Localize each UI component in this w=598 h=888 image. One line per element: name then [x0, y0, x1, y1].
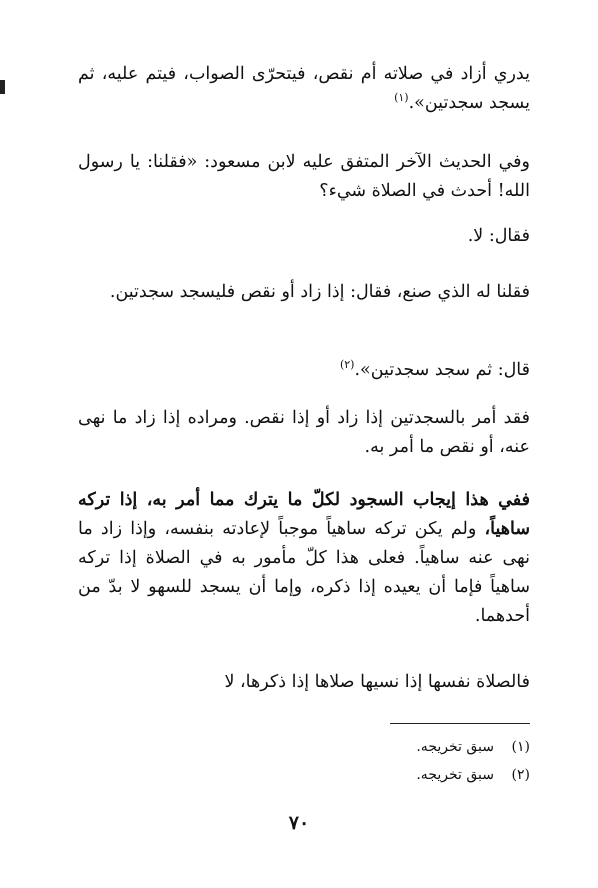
paragraph-7-bold-text: ففي هذا إيجاب السجود لكلّ ما يترك مما أمر به، إذا تركه ساهياً،: [78, 490, 530, 539]
paragraph-7: [78, 486, 530, 631]
footnote-1: [416, 737, 530, 757]
paragraph-6-text: فقد أمر بالسجدتين إذا زاد أو إذا نقص. ومراده إذا زاد ما نهى عنه، أو نقص ما أمر به.: [78, 408, 530, 457]
footnote-1-text: سبق تخريجه.: [416, 739, 494, 755]
paragraph-2: [78, 148, 530, 206]
footnote-separator: [390, 723, 530, 724]
paragraph-3-text: فقال: لا.: [467, 226, 530, 246]
paragraph-8-text: فالصلاة نفسها إذا نسيها صلاها إذا ذكرها، لا: [224, 672, 530, 692]
page-edge-mark: [0, 80, 5, 94]
footnote-2-number: (٢): [511, 767, 530, 783]
paragraph-4: [78, 278, 530, 307]
footnote-2-text: سبق تخريجه.: [416, 767, 494, 783]
paragraph-5: [78, 356, 530, 385]
paragraph-3: [78, 222, 530, 251]
footnote-1-number: (١): [511, 739, 530, 755]
footnote-2: [416, 765, 530, 785]
paragraph-1: [78, 60, 530, 118]
paragraph-8: [78, 668, 530, 697]
paragraph-2-text: وفي الحديث الآخر المتفق عليه لابن مسعود: «فقلنا: يا رسول الله! أحدث في الصلاة شيء؟: [78, 152, 530, 201]
paragraph-6: [78, 404, 530, 462]
page-number: ٧٠: [288, 812, 310, 834]
paragraph-5-text: قال: ثم سجد سجدتين».: [354, 360, 530, 380]
paragraph-1-text: يدري أزاد في صلاته أم نقص، فيتحرّى الصواب، فيتم عليه، ثم يسجد سجدتين».: [78, 64, 530, 113]
paragraph-7-text: ولم يكن تركه ساهياً موجباً لإعادته بنفسه، وإذا زاد ما نهى عنه ساهياً. فعلى هذا كلّ مأمور به في الصلاة إذا تركه ساهياً فإما أن يعيده إذا ذكره، وإما أن يسجد للسهو لا بدّ من أحدهما.: [78, 519, 530, 626]
footnote-ref-2: (٢): [339, 358, 355, 372]
paragraph-4-text: فقلنا له الذي صنع، فقال: إذا زاد أو نقص فليسجد سجدتين.: [109, 282, 530, 302]
footnote-ref-1: (١): [394, 91, 409, 105]
